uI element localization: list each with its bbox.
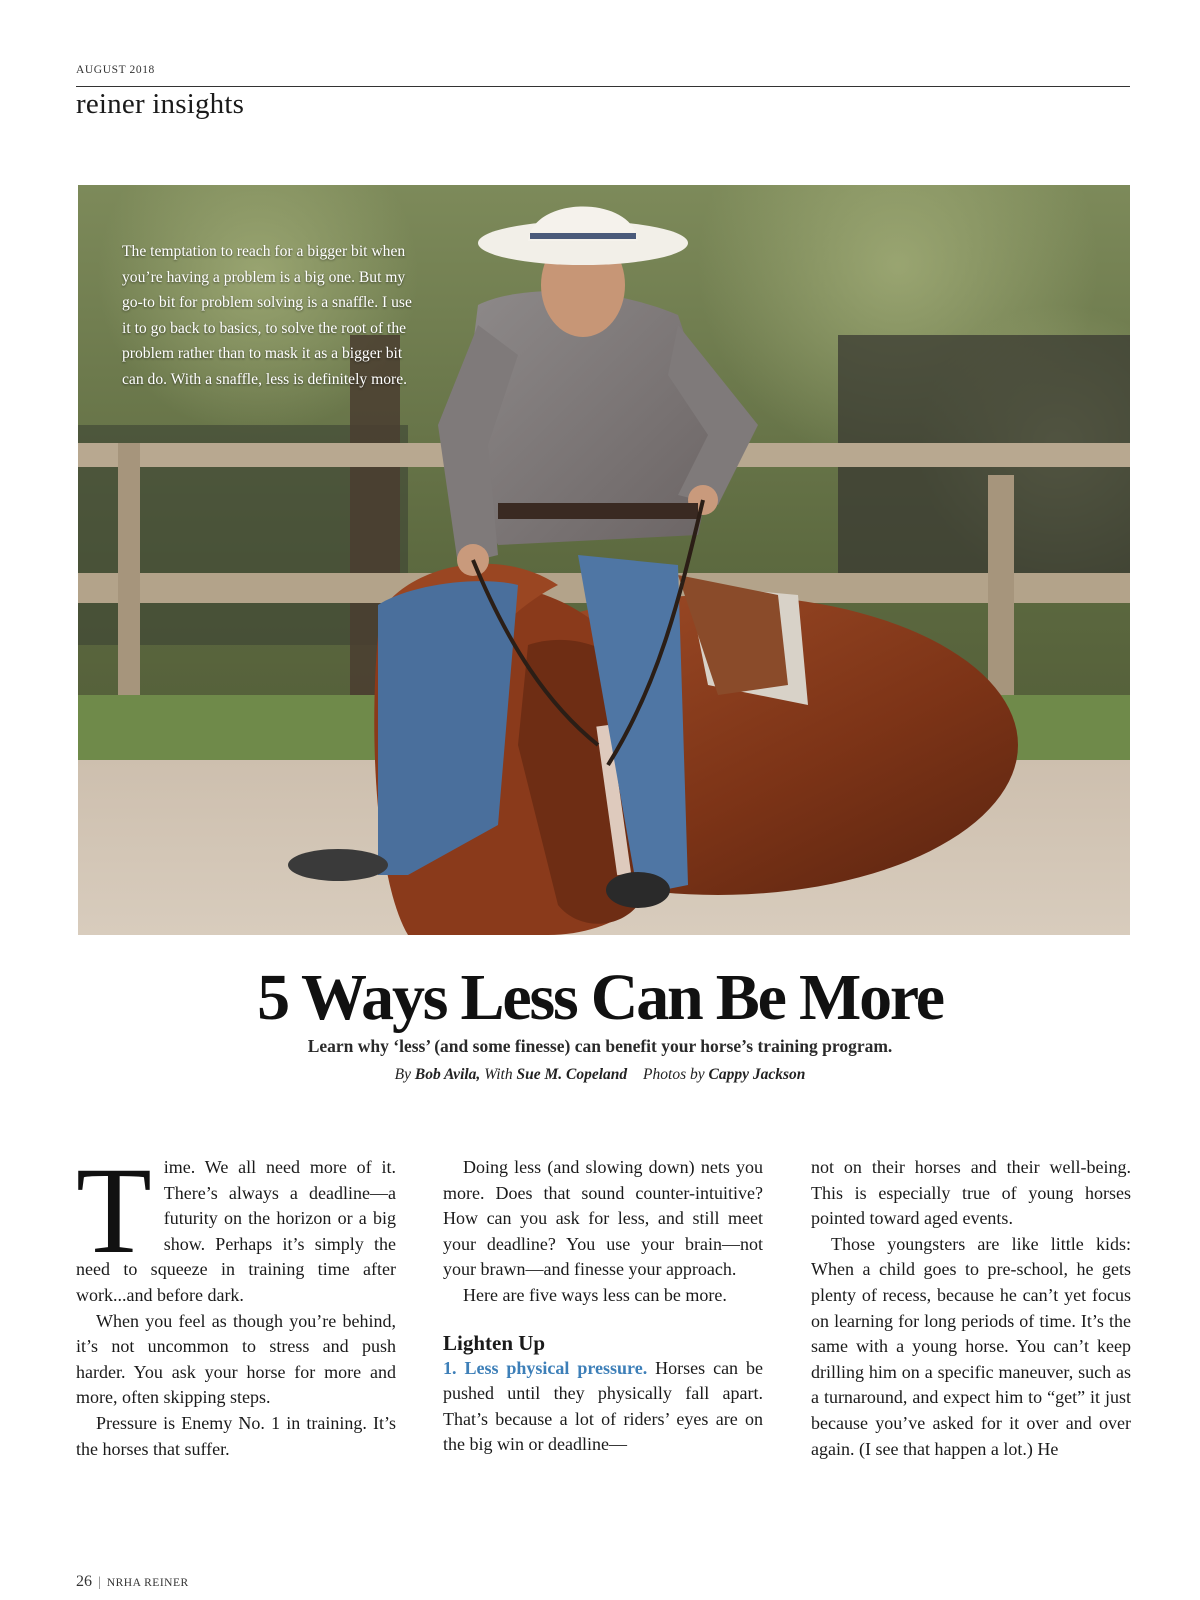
article-byline — [0, 1066, 1200, 1084]
article-headline: 5 Ways Less Can Be More — [257, 961, 943, 1034]
paragraph — [76, 1142, 396, 1309]
page-footer — [76, 1573, 189, 1591]
article-dek: Learn why ‘less’ (and some finesse) can benefit your horse’s training program. — [307, 1036, 893, 1056]
paragraph: not on their horses and their well-being. This is especially true of young horses pointed toward aged events. — [811, 1157, 1131, 1229]
paragraph-text: ime. We all need more of it. There’s always a deadline—a futurity on the horizon or a big show. Perhaps it’s simply the need to squeeze in training time after work...and before dark. — [76, 1157, 396, 1305]
paragraph: When you feel as though you’re behind, it’s not uncommon to stress and push harder. You ask your horse for more and more, often skipping steps. — [76, 1310, 396, 1408]
byline-coauthor: Sue M. Copeland — [516, 1066, 628, 1083]
section-title: reiner insights — [76, 88, 245, 120]
byline-photographer: Cappy Jackson — [708, 1066, 806, 1083]
paragraph — [443, 1356, 763, 1458]
lead-in: 1. Less physical pressure. — [443, 1357, 648, 1378]
paragraph: Those youngsters are like little kids: When a child goes to pre-school, he gets plenty of recess, because he can’t yet focus on learning for long periods of time. It’s the same with a young horse. You can’t keep drilling him on a specific maneuver, such as a turnaround, and expect him to “get” it just because you’ve asked for it over and over again. (I see that happen a lot.) He — [811, 1233, 1131, 1459]
subhead: Lighten Up — [443, 1330, 546, 1355]
byline-author: Bob Avila, — [414, 1066, 481, 1083]
byline-with: With — [484, 1066, 513, 1083]
article-column-1 — [76, 1142, 396, 1462]
byline-by: By — [394, 1066, 411, 1083]
paragraph-text: Horses can be pushed until they physically fall apart. That’s because a lot of riders’ eyes are on the big win or deadline— — [443, 1357, 763, 1455]
article-column-2 — [443, 1155, 763, 1458]
paragraph: Doing less (and slowing down) nets you more. Does that sound counter-intuitive? How can you ask for less, and still meet your deadline? You use your brain—not your brawn—and finesse your approach. — [443, 1157, 763, 1280]
paragraph: Pressure is Enemy No. 1 in training. It’s the horses that suffer. — [76, 1412, 396, 1459]
footer-separator: | — [98, 1575, 101, 1590]
paragraph: Here are five ways less can be more. — [463, 1284, 727, 1305]
issue-date: AUGUST 2018 — [76, 64, 155, 76]
article-column-3 — [811, 1155, 1131, 1462]
header-rule — [76, 86, 1130, 87]
byline-photos-by: Photos by — [643, 1066, 705, 1083]
pull-quote: The temptation to reach for a bigger bit when you’re having a problem is a big one. But my go-to bit for problem solving is a snaffle. I use it to go back to basics, to solve the root of the problem rather than to mask it as a bigger bit can do. With a snaffle, less is definitely more. — [122, 243, 412, 388]
magazine-name: NRHA REINER — [106, 1577, 189, 1589]
drop-cap: T — [76, 1142, 152, 1279]
page-number: 26 — [76, 1573, 92, 1590]
